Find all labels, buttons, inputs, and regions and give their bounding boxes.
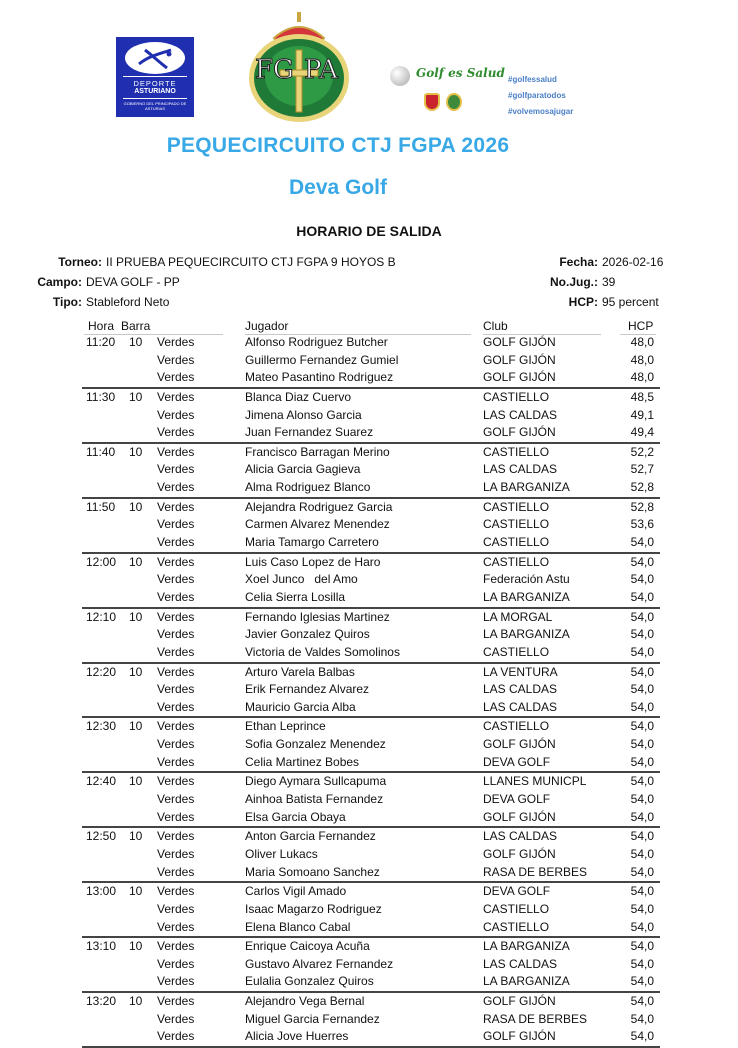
fgpa-small-crest-icon	[446, 93, 462, 111]
svg-text:PA: PA	[304, 55, 338, 85]
torneo-label: Torneo:	[58, 255, 102, 269]
table-row	[82, 444, 660, 462]
handicap: 48,0	[630, 352, 654, 367]
logo-text-line2: ASTURIANO	[134, 88, 176, 95]
handicap: 49,4	[630, 425, 654, 440]
tee-color: Verdes	[157, 627, 195, 642]
table-row	[82, 846, 660, 864]
handicap: 54,0	[630, 829, 654, 844]
tee-color: Verdes	[157, 846, 195, 861]
handicap: 54,0	[630, 609, 654, 624]
table-row	[82, 461, 660, 479]
handicap: 54,0	[630, 956, 654, 971]
handicap: 54,0	[630, 572, 654, 587]
player-name: Isaac Magarzo Rodriguez	[245, 901, 382, 916]
hcp-value: 95 percent	[602, 295, 659, 309]
player-name: Maria Somoano Sanchez	[245, 864, 380, 879]
table-row	[82, 993, 660, 1011]
handicap: 54,0	[630, 554, 654, 569]
club-name: GOLF GIJÓN	[483, 370, 556, 385]
starting-hole: 10	[129, 554, 143, 569]
table-row	[82, 407, 660, 425]
player-name: Alicia Jove Huerres	[245, 1029, 349, 1044]
tee-time-group	[82, 883, 660, 938]
table-row	[82, 809, 660, 827]
starting-hole: 10	[129, 884, 143, 899]
tee-color: Verdes	[157, 535, 195, 550]
club-name: DEVA GOLF	[483, 884, 551, 899]
golf-es-salud-text: Golf es Salud	[416, 66, 505, 80]
player-name: Elsa Garcia Obaya	[245, 809, 346, 824]
logo-text-line3: GOBIERNO DEL PRINCIPADO DE ASTURIAS	[123, 101, 187, 111]
player-name: Jimena Alonso Garcia	[245, 407, 362, 422]
torneo-value: II PRUEBA PEQUECIRCUITO CTJ FGPA 9 HOYOS B	[106, 255, 396, 269]
tee-color: Verdes	[157, 462, 195, 477]
club-name: CASTIELLO	[483, 389, 550, 404]
tee-time-table	[0, 334, 700, 1048]
player-name: Carlos Vigil Amado	[245, 884, 347, 899]
handicap: 48,0	[630, 335, 654, 349]
player-name: Javier Gonzalez Quiros	[245, 627, 370, 642]
tee-color: Verdes	[157, 754, 195, 769]
handicap: 48,0	[630, 370, 654, 385]
player-name: Blanca Diaz Cuervo	[245, 389, 352, 404]
divider	[123, 98, 187, 99]
table-row	[82, 534, 660, 552]
handicap: 54,0	[630, 589, 654, 604]
tee-color: Verdes	[157, 682, 195, 697]
deporte-asturiano-logo	[116, 37, 194, 117]
table-row	[82, 424, 660, 442]
club-name: LAS CALDAS	[483, 407, 558, 422]
handicap: 54,0	[630, 994, 654, 1009]
tee-color: Verdes	[157, 956, 195, 971]
handicap: 54,0	[630, 939, 654, 954]
club-name: LAS CALDAS	[483, 829, 558, 844]
club-name: LA BARGANIZA	[483, 974, 570, 989]
club-name: CASTIELLO	[483, 644, 550, 659]
starting-hole: 10	[129, 719, 143, 734]
club-name: CASTIELLO	[483, 719, 550, 734]
starting-hole: 10	[129, 335, 143, 349]
tee-time-group	[82, 718, 660, 773]
player-name: Maria Tamargo Carretero	[245, 535, 379, 550]
tee-time-group	[82, 334, 660, 389]
handicap: 54,0	[630, 919, 654, 934]
table-row	[82, 919, 660, 937]
club-name: LAS CALDAS	[483, 682, 558, 697]
player-name: Guillermo Fernandez Gumiel	[245, 352, 399, 367]
table-row	[82, 681, 660, 699]
table-row	[82, 883, 660, 901]
handicap: 54,0	[630, 884, 654, 899]
handicap: 54,0	[630, 535, 654, 550]
tee-color: Verdes	[157, 737, 195, 752]
table-row	[82, 901, 660, 919]
tee-color: Verdes	[157, 884, 195, 899]
tee-color: Verdes	[157, 1029, 195, 1044]
player-name: Mateo Pasantino Rodriguez	[245, 370, 394, 385]
tee-time-group	[82, 773, 660, 828]
hashtags	[508, 72, 573, 120]
col-hcp: HCP	[628, 319, 654, 333]
club-name: CASTIELLO	[483, 517, 550, 532]
club-name: GOLF GIJÓN	[483, 1029, 556, 1044]
hcp-label: HCP:	[568, 295, 598, 309]
player-name: Ainhoa Batista Fernandez	[245, 792, 384, 807]
player-name: Alma Rodriguez Blanco	[245, 480, 371, 495]
player-name: Carmen Alvarez Menendez	[245, 517, 390, 532]
tee-color: Verdes	[157, 425, 195, 440]
tee-time: 11:30	[86, 389, 116, 404]
campo-value: DEVA GOLF - PP	[86, 275, 180, 289]
athlete-icon	[125, 42, 185, 74]
campo-label: Campo:	[37, 275, 82, 289]
player-name: Enrique Caicoya Acuña	[245, 939, 370, 954]
tee-color: Verdes	[157, 864, 195, 879]
club-name: Federación Astu	[483, 572, 570, 587]
tee-time-group	[82, 664, 660, 719]
club-name: LA BARGANIZA	[483, 939, 570, 954]
player-name: Alfonso Rodriguez Butcher	[245, 335, 388, 349]
starting-hole: 10	[129, 444, 143, 459]
club-name: RASA DE BERBES	[483, 1011, 588, 1026]
tee-color: Verdes	[157, 644, 195, 659]
nojug-label: No.Jug.:	[550, 275, 598, 289]
tee-color: Verdes	[157, 517, 195, 532]
tee-color: Verdes	[157, 774, 195, 789]
club-name: LA BARGANIZA	[483, 480, 570, 495]
hashtag: #volvemosajugar	[508, 107, 574, 116]
table-row	[82, 644, 660, 662]
tee-color: Verdes	[157, 719, 195, 734]
player-name: Eulalia Gonzalez Quiros	[245, 974, 374, 989]
table-row	[82, 516, 660, 534]
player-name: Alejandro Vega Bernal	[245, 994, 365, 1009]
tipo-label: Tipo:	[52, 295, 82, 309]
handicap: 54,0	[630, 754, 654, 769]
player-name: Xoel Junco del Amo	[245, 572, 358, 587]
starting-hole: 10	[129, 939, 143, 954]
table-row	[82, 664, 660, 682]
table-row	[82, 864, 660, 882]
venue-title: Deva Golf	[288, 176, 388, 199]
player-name: Miguel Garcia Fernandez	[245, 1011, 380, 1026]
handicap: 54,0	[630, 901, 654, 916]
table-row	[82, 773, 660, 791]
hashtag: #golfparatodos	[508, 91, 566, 100]
table-row	[82, 589, 660, 607]
club-name: GOLF GIJÓN	[483, 809, 556, 824]
player-name: Alicia Garcia Gagieva	[245, 462, 361, 477]
tee-time: 11:50	[86, 499, 116, 514]
club-name: LA BARGANIZA	[483, 589, 570, 604]
tee-time: 13:20	[86, 994, 117, 1009]
handicap: 54,0	[630, 682, 654, 697]
fecha-value: 2026-02-16	[602, 255, 664, 269]
handicap: 54,0	[630, 627, 654, 642]
table-row	[82, 956, 660, 974]
spain-federation-crest-icon	[424, 93, 440, 111]
handicap: 54,0	[630, 774, 654, 789]
club-name: GOLF GIJÓN	[483, 846, 556, 861]
table-row	[82, 389, 660, 407]
starting-hole: 10	[129, 609, 143, 624]
handicap: 54,0	[630, 1011, 654, 1026]
tee-time: 12:00	[86, 554, 117, 569]
club-name: DEVA GOLF	[483, 792, 551, 807]
player-name: Anton Garcia Fernandez	[245, 829, 376, 844]
tipo-value: Stableford Neto	[86, 295, 170, 309]
tee-color: Verdes	[157, 901, 195, 916]
fecha-label: Fecha:	[559, 255, 598, 269]
tee-time-group	[82, 389, 660, 444]
table-row	[82, 609, 660, 627]
table-row	[82, 626, 660, 644]
tee-time: 12:30	[86, 719, 117, 734]
handicap: 54,0	[630, 846, 654, 861]
tee-time-group	[82, 993, 660, 1048]
player-name: Diego Aymara Sullcapuma	[245, 774, 387, 789]
tee-color: Verdes	[157, 352, 195, 367]
tee-time-group	[82, 609, 660, 664]
starting-hole: 10	[129, 664, 143, 679]
table-row	[82, 828, 660, 846]
tee-color: Verdes	[157, 699, 195, 714]
table-row	[82, 499, 660, 517]
handicap: 54,0	[630, 792, 654, 807]
club-name: LA MORGAL	[483, 609, 553, 624]
tee-color: Verdes	[157, 792, 195, 807]
tee-time: 12:50	[86, 829, 117, 844]
table-row	[82, 554, 660, 572]
tee-color: Verdes	[157, 589, 195, 604]
tee-color: Verdes	[157, 389, 195, 404]
player-name: Juan Fernandez Suarez	[245, 425, 374, 440]
table-row	[82, 791, 660, 809]
table-row	[82, 699, 660, 717]
handicap: 52,8	[630, 480, 654, 495]
club-name: CASTIELLO	[483, 919, 550, 934]
tee-color: Verdes	[157, 939, 195, 954]
col-barra: Barra	[121, 319, 151, 333]
table-row	[82, 571, 660, 589]
club-name: LAS CALDAS	[483, 956, 558, 971]
club-name: DEVA GOLF	[483, 754, 551, 769]
player-name: Arturo Varela Balbas	[245, 664, 355, 679]
tee-time: 11:20	[86, 335, 116, 349]
club-name: GOLF GIJÓN	[483, 352, 556, 367]
club-name: LA VENTURA	[483, 664, 558, 679]
handicap: 54,0	[630, 1029, 654, 1044]
club-name: GOLF GIJÓN	[483, 425, 556, 440]
club-name: CASTIELLO	[483, 554, 550, 569]
hashtag: #golfessalud	[508, 75, 557, 84]
tee-time-group	[82, 554, 660, 609]
table-row	[82, 352, 660, 370]
handicap: 54,0	[630, 974, 654, 989]
handicap: 54,0	[630, 719, 654, 734]
club-name: GOLF GIJÓN	[483, 335, 556, 349]
golf-es-salud-logo	[388, 62, 598, 122]
tee-color: Verdes	[157, 1011, 195, 1026]
table-row	[82, 938, 660, 956]
tee-time: 11:40	[86, 444, 116, 459]
tee-time-group	[82, 938, 660, 993]
player-name: Sofia Gonzalez Menendez	[245, 737, 386, 752]
table-row	[82, 479, 660, 497]
player-name: Celia Sierra Losilla	[245, 589, 346, 604]
table-row	[82, 736, 660, 754]
tee-color: Verdes	[157, 994, 195, 1009]
table-row	[82, 718, 660, 736]
handicap: 54,0	[630, 644, 654, 659]
starting-hole: 10	[129, 994, 143, 1009]
table-row	[82, 1011, 660, 1029]
tee-color: Verdes	[157, 974, 195, 989]
logo-text-line1: DEPORTE	[133, 79, 177, 88]
starting-hole: 10	[129, 774, 143, 789]
svg-text:FG: FG	[255, 55, 294, 85]
tee-time: 12:10	[86, 609, 117, 624]
handicap: 54,0	[630, 664, 654, 679]
player-name: Mauricio Garcia Alba	[245, 699, 356, 714]
tournament-series-title: PEQUECIRCUITO CTJ FGPA 2026	[166, 134, 510, 157]
starting-hole: 10	[129, 389, 143, 404]
table-row	[82, 334, 660, 352]
club-name: RASA DE BERBES	[483, 864, 588, 879]
player-name: Francisco Barragan Merino	[245, 444, 390, 459]
handicap: 48,5	[630, 389, 654, 404]
handicap: 54,0	[630, 809, 654, 824]
player-name: Luis Caso Lopez de Haro	[245, 554, 381, 569]
table-row	[82, 1028, 660, 1046]
table-row	[82, 754, 660, 772]
tee-time-group	[82, 828, 660, 883]
handicap: 54,0	[630, 737, 654, 752]
player-name: Alejandra Rodriguez Garcia	[245, 499, 393, 514]
club-name: CASTIELLO	[483, 444, 550, 459]
tee-time-group	[82, 444, 660, 499]
tee-color: Verdes	[157, 809, 195, 824]
fgpa-crest-logo	[246, 12, 352, 124]
tee-color: Verdes	[157, 407, 195, 422]
handicap: 54,0	[630, 699, 654, 714]
divider	[123, 76, 187, 77]
club-name: GOLF GIJÓN	[483, 737, 556, 752]
tee-color: Verdes	[157, 919, 195, 934]
document-title: HORARIO DE SALIDA	[296, 223, 442, 239]
starting-hole: 10	[129, 499, 143, 514]
club-name: CASTIELLO	[483, 535, 550, 550]
club-name: CASTIELLO	[483, 901, 550, 916]
tee-time-group	[82, 499, 660, 554]
tee-color: Verdes	[157, 335, 195, 349]
tee-time: 12:40	[86, 774, 117, 789]
tee-color: Verdes	[157, 370, 195, 385]
handicap: 52,8	[630, 499, 654, 514]
tee-color: Verdes	[157, 554, 195, 569]
tee-color: Verdes	[157, 480, 195, 495]
tee-color: Verdes	[157, 664, 195, 679]
col-club: Club	[483, 319, 508, 333]
handicap: 53,6	[630, 517, 654, 532]
tee-color: Verdes	[157, 499, 195, 514]
tee-time: 13:00	[86, 884, 117, 899]
tee-color: Verdes	[157, 572, 195, 587]
tee-color: Verdes	[157, 444, 195, 459]
club-name: LAS CALDAS	[483, 699, 558, 714]
col-jugador: Jugador	[245, 319, 289, 333]
nojug-value: 39	[602, 275, 616, 289]
club-name: LAS CALDAS	[483, 462, 558, 477]
player-name: Celia Martinez Bobes	[245, 754, 360, 769]
handicap: 54,0	[630, 864, 654, 879]
handicap: 52,2	[630, 444, 654, 459]
player-name: Elena Blanco Cabal	[245, 919, 351, 934]
table-row	[82, 973, 660, 991]
player-name: Fernando Iglesias Martinez	[245, 609, 390, 624]
col-hora: Hora	[88, 319, 115, 333]
club-name: CASTIELLO	[483, 499, 550, 514]
tee-color: Verdes	[157, 829, 195, 844]
logo-banner	[0, 0, 700, 130]
club-name: LA BARGANIZA	[483, 627, 570, 642]
club-name: LLANES MUNICPL	[483, 774, 587, 789]
player-name: Ethan Leprince	[245, 719, 326, 734]
golf-ball-icon	[390, 66, 410, 86]
tee-time: 12:20	[86, 664, 117, 679]
starting-hole: 10	[129, 829, 143, 844]
tee-color: Verdes	[157, 609, 195, 624]
player-name: Victoria de Valdes Somolinos	[245, 644, 400, 659]
player-name: Erik Fernandez Alvarez	[245, 682, 370, 697]
table-row	[82, 369, 660, 387]
player-name: Gustavo Alvarez Fernandez	[245, 956, 394, 971]
handicap: 49,1	[630, 407, 654, 422]
tee-time: 13:10	[86, 939, 117, 954]
player-name: Oliver Lukacs	[245, 846, 318, 861]
club-name: GOLF GIJÓN	[483, 994, 556, 1009]
handicap: 52,7	[630, 462, 654, 477]
